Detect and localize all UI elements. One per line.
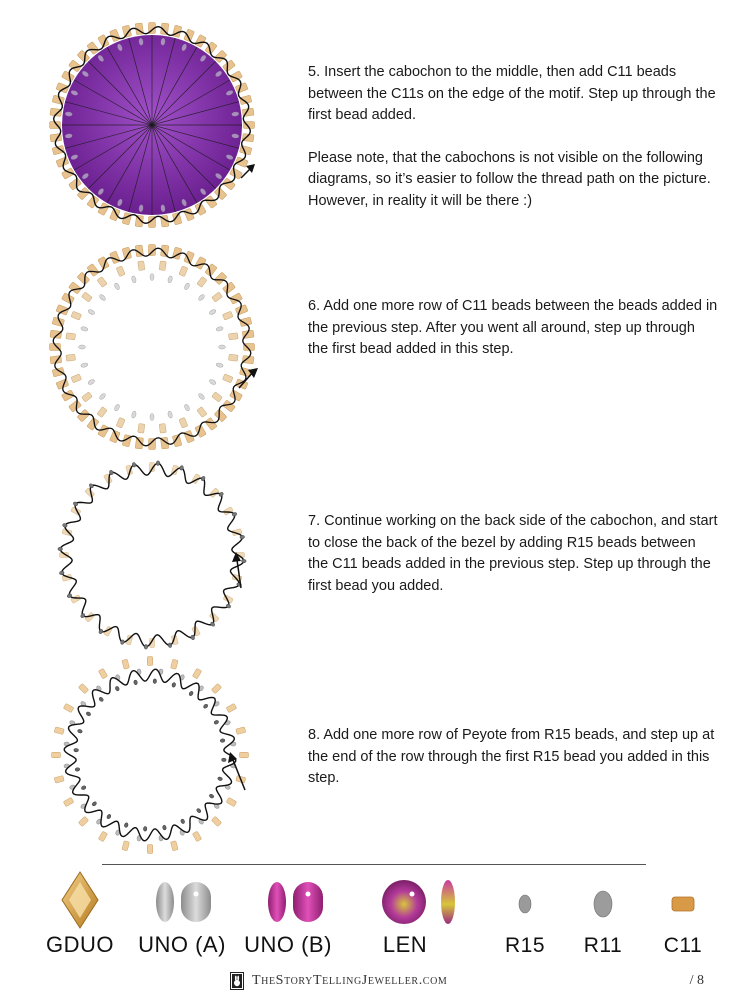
- c11-bead: [69, 400, 82, 412]
- step-5-diagram: [45, 18, 260, 233]
- r15-bead: [188, 691, 193, 697]
- r11-bead: [114, 404, 121, 412]
- thread-path-wave: [64, 669, 236, 841]
- thread-spokes: [62, 35, 242, 215]
- c11-bead: [192, 668, 201, 679]
- c11-bead: [87, 417, 99, 430]
- c11-bead: [71, 595, 81, 604]
- r11-bead: [131, 411, 137, 419]
- c11-bead: [56, 157, 69, 168]
- r15-bead: [217, 776, 222, 781]
- r11-bead: [167, 275, 173, 283]
- r15-bead: [124, 822, 129, 827]
- c11-bead: [222, 311, 233, 320]
- c11-bead: [192, 626, 201, 636]
- r15-bead: [214, 720, 220, 725]
- step-6-text: [308, 296, 718, 361]
- r15-bead: [58, 547, 63, 551]
- r11-bead: [216, 362, 224, 368]
- c11-bead: [122, 25, 132, 37]
- legend-item-uno-a: [127, 870, 237, 957]
- r15-bead: [210, 621, 216, 627]
- r11-bead: [131, 275, 137, 283]
- c11-bead: [160, 245, 168, 257]
- c11-bead: [77, 409, 90, 422]
- c11-bead: [239, 95, 251, 105]
- r15-bead: [115, 686, 120, 692]
- r15-bead-ring-inner: [74, 679, 226, 831]
- legend-label-uno-a: UNO (A): [138, 932, 226, 957]
- step-8-diagram: [40, 655, 260, 855]
- c11-bead: [98, 202, 110, 215]
- step-8-paragraph-1: 8. Add one more row of Peyote from R15 beads, and step up at the end of the row through the first R15 bead you added in this step.: [308, 727, 715, 786]
- c11-bead: [54, 776, 64, 784]
- r15-bead: [196, 808, 202, 814]
- r11-bead-ring-inner: [79, 274, 226, 421]
- uno-b-bead-icon: [233, 870, 343, 930]
- c11-bead: [222, 282, 235, 294]
- legend-label-gduo: GDUO: [46, 932, 114, 957]
- step-8-text: [308, 725, 718, 790]
- gduo-bead-icon: [25, 870, 135, 930]
- c11-bead: [197, 407, 207, 418]
- c11-bead: [50, 330, 62, 338]
- r11-bead: [80, 326, 88, 332]
- legend-item-gduo: [25, 870, 135, 957]
- r11-bead: [219, 345, 226, 349]
- c11-bead: [52, 367, 64, 377]
- c11-bead: [222, 60, 235, 72]
- legend-item-len: [356, 870, 466, 957]
- r11-bead: [198, 294, 206, 302]
- r15-bead-ring: [58, 461, 246, 649]
- step-6-paragraph-1: 6. Add one more row of C11 beads between the beads added in the previous step. After you went all around, step up through the first bead added in this step.: [308, 298, 718, 357]
- c11-bead: [52, 145, 64, 155]
- c11-bead: [116, 417, 125, 428]
- c11-bead: [87, 264, 99, 277]
- c11-bead: [82, 292, 93, 302]
- r11-bead: [87, 379, 95, 386]
- c11-bead: [77, 50, 90, 63]
- c11-bead: [69, 178, 82, 190]
- c11-bead: [192, 831, 201, 842]
- c11-bead: [228, 333, 238, 340]
- c11-bead: [104, 474, 113, 484]
- r15-bead: [209, 793, 215, 798]
- c11-bead: [236, 727, 246, 735]
- c11-bead: [222, 400, 235, 412]
- r11-bead: [167, 411, 173, 419]
- c11-bead: [205, 264, 217, 277]
- c11-bead-icon: [628, 870, 738, 930]
- r15-bead: [143, 826, 147, 831]
- c11-bead-ring: [52, 657, 249, 854]
- c11-bead: [223, 507, 233, 516]
- c11-bead: [122, 841, 130, 851]
- c11-bead: [195, 34, 207, 47]
- r15-bead: [98, 697, 104, 703]
- page-footer: [0, 970, 750, 996]
- c11-bead: [98, 424, 110, 437]
- c11-bead: [66, 333, 76, 340]
- r15-bead: [74, 748, 79, 752]
- c11-bead: [222, 374, 233, 383]
- c11-bead: [116, 266, 125, 277]
- r15-bead: [77, 729, 82, 734]
- r11-bead: [150, 414, 154, 421]
- legend-item-c11: [628, 870, 738, 957]
- step-5-paragraph-1: 5. Insert the cabochon to the middle, then add C11 beads between the C11s on the edge of the motif. Step up through the first bead added.: [308, 64, 716, 123]
- c11-bead: [214, 272, 227, 285]
- step-7-paragraph-1: 7. Continue working on the back side of the cabochon, and start to close the back of the bezel by adding R15 beads between the C11 beads added in the previous step. Step up through the first bead you added.: [308, 513, 718, 594]
- step-7-diagram: [45, 448, 260, 663]
- c11-bead: [179, 417, 188, 428]
- r11-bead: [150, 274, 154, 281]
- c11-bead: [212, 292, 223, 302]
- r15-bead: [180, 819, 185, 825]
- c11-bead: [82, 392, 93, 402]
- r15-bead: [106, 814, 111, 820]
- c11-bead: [77, 272, 90, 285]
- c11-bead: [212, 392, 223, 402]
- c11-bead: [171, 659, 179, 669]
- c11-bead: [235, 83, 248, 94]
- r15-bead: [80, 613, 86, 619]
- r15-bead: [86, 711, 92, 716]
- c11-bead: [229, 390, 242, 402]
- r11-bead: [209, 309, 217, 316]
- c11-bead: [52, 752, 61, 758]
- c11-bead: [63, 703, 74, 712]
- c11-bead: [242, 355, 254, 363]
- c11-bead: [78, 816, 88, 826]
- c11-bead: [159, 423, 166, 433]
- r11-bead: [87, 309, 95, 316]
- c11-bead: [69, 282, 82, 294]
- bead-legend: [0, 870, 750, 965]
- c11-bead-ring: [60, 463, 245, 648]
- r15-bead: [221, 758, 226, 762]
- legend-label-uno-b: UNO (B): [244, 932, 332, 957]
- r15-bead: [92, 801, 98, 807]
- step-5-text: [308, 62, 718, 212]
- r11-bead: [99, 294, 107, 302]
- c11-bead: [239, 317, 251, 327]
- r11-bead: [114, 282, 121, 290]
- c11-bead: [122, 247, 132, 259]
- c11-bead: [97, 407, 107, 418]
- legend-label-len: LEN: [382, 932, 428, 957]
- r15-bead: [241, 559, 246, 563]
- c11-bead: [122, 659, 130, 669]
- r11-bead: [184, 404, 191, 412]
- r11-bead: [80, 362, 88, 368]
- c11-bead: [138, 261, 145, 271]
- r15-bead: [218, 492, 224, 498]
- legend-label-c11: C11: [663, 934, 703, 957]
- c11-bead: [226, 797, 237, 806]
- r15-bead: [153, 679, 157, 684]
- r11-bead: [209, 379, 217, 386]
- c11-bead: [97, 277, 107, 288]
- r11-bead: [99, 393, 107, 401]
- step-up-arrow-icon: [233, 760, 245, 790]
- c11-bead: [226, 703, 237, 712]
- c11-bead: [214, 409, 227, 422]
- r15-bead: [81, 785, 87, 790]
- c11-bead: [211, 683, 221, 693]
- c11-bead: [211, 816, 221, 826]
- c11-bead: [195, 256, 207, 269]
- c11-bead: [184, 208, 195, 221]
- c11-bead: [87, 42, 99, 55]
- c11-bead: [98, 831, 107, 842]
- step-6-diagram: [45, 240, 260, 455]
- c11-bead: [77, 187, 90, 200]
- legend-item-uno-b: [233, 870, 343, 957]
- c11-bead: [61, 293, 74, 305]
- c11-bead: [172, 434, 182, 446]
- c11-bead: [66, 354, 76, 361]
- r15-bead: [75, 767, 80, 771]
- c11-bead: [228, 354, 238, 361]
- r15-bead: [220, 738, 225, 742]
- c11-bead: [54, 727, 64, 735]
- c11-bead: [214, 187, 227, 200]
- c11-bead: [71, 374, 82, 383]
- c11-bead: [197, 277, 207, 288]
- divider-line: [102, 864, 646, 865]
- c11-bead: [63, 797, 74, 806]
- r15-bead: [144, 644, 148, 649]
- c11-bead: [240, 752, 249, 758]
- c11-bead: [147, 845, 153, 854]
- c11-bead: [171, 841, 179, 851]
- uno-a-bead-icon: [127, 870, 237, 930]
- r11-bead: [198, 393, 206, 401]
- c11-bead: [71, 311, 82, 320]
- rabbit-stamp-logo-icon: [230, 972, 244, 990]
- c11-bead: [110, 29, 121, 42]
- r15-bead: [133, 680, 137, 685]
- page-number: / 8: [689, 973, 704, 988]
- r15-bead: [156, 461, 160, 466]
- footer-site-name: TheStoryTellingJeweller.com: [252, 973, 448, 988]
- r15-bead: [203, 703, 209, 709]
- c11-bead: [205, 417, 217, 430]
- r15-bead: [89, 483, 95, 489]
- r11-bead: [79, 345, 86, 349]
- len-bead-icon: [356, 870, 466, 930]
- c11-bead: [214, 50, 227, 63]
- r11-bead: [216, 326, 224, 332]
- legend-label-r11: R11: [583, 934, 623, 957]
- r11-bead: [184, 282, 191, 290]
- c11-bead: [61, 71, 74, 83]
- r15-bead: [162, 825, 166, 830]
- r15-bead: [171, 682, 176, 687]
- c11-bead: [78, 683, 88, 693]
- c11-bead: [98, 668, 107, 679]
- r15-bead-ring-outer: [64, 669, 237, 842]
- c11-bead: [159, 261, 166, 271]
- step-5-paragraph-2: Please note, that the cabochons is not visible on the following diagrams, so it’s easier to follow the thread path on the picture. However, in reality it will be there :): [308, 149, 711, 209]
- c11-bead: [205, 195, 217, 208]
- legend-label-r15: R15: [504, 934, 546, 957]
- c11-bead-ring-middle: [66, 261, 238, 433]
- c11-bead: [147, 657, 153, 666]
- c11-bead: [138, 423, 145, 433]
- step-7-text: [308, 511, 718, 597]
- c11-bead: [179, 266, 188, 277]
- c11-bead: [172, 212, 182, 224]
